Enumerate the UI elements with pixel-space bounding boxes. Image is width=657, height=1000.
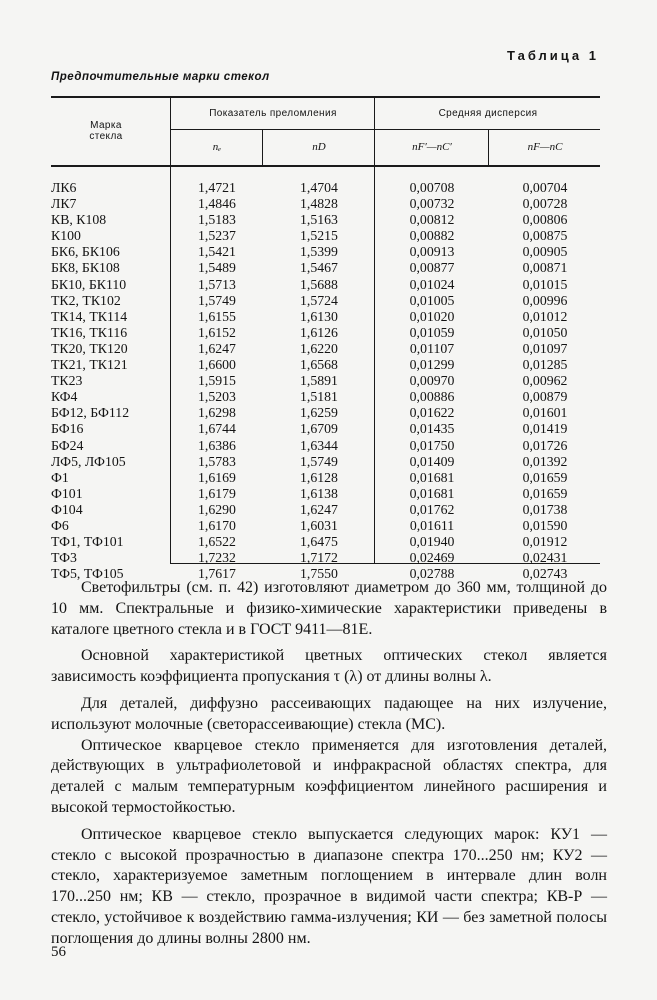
table-cell: 0,00879 <box>522 389 568 405</box>
table-cell: 1,6247 <box>198 340 236 356</box>
glass-brand-cell: ТК20, ТК120 <box>51 340 128 356</box>
table-cell: 1,6220 <box>300 340 338 356</box>
table-cell: 1,5724 <box>300 292 338 308</box>
table-cell: 0,01726 <box>522 437 568 453</box>
glass-brand-cell: БФ16 <box>51 421 84 437</box>
glass-brand-cell: ТК21, ТК121 <box>51 357 128 373</box>
glass-brand-cell: ТФ3 <box>51 550 77 566</box>
glass-brand-cell: ЛК6 <box>51 180 77 195</box>
glass-brand-cell: ТК2, ТК102 <box>51 292 121 308</box>
table-cell: 1,7172 <box>300 550 338 566</box>
table-caption: Предпочтительные марки стекол <box>51 71 270 83</box>
table-cell: 1,5237 <box>198 228 236 244</box>
table-cell: 1,4828 <box>300 196 338 212</box>
table-cell: 0,00913 <box>409 244 455 260</box>
table-cell: 1,7232 <box>198 550 236 566</box>
glass-brand-cell: ТК16, ТК116 <box>51 324 128 340</box>
glass-brand-cell: ТФ5, ТФ105 <box>51 566 124 582</box>
glass-brand-cell: БФ12, БФ112 <box>51 405 130 421</box>
table-cell: 1,6709 <box>300 421 338 437</box>
table-cell: 0,01750 <box>409 437 455 453</box>
col-divider-disp <box>488 129 489 166</box>
paragraph: Светофильтры (см. п. 42) изготовляют диаметром до 360 мм, толщиной до 10 мм. Спектральные и физико-химические характеристики приведены в каталоге цветного стекла и в ГОСТ 9411—81Е. <box>51 579 607 638</box>
table-cell: 1,6126 <box>300 324 338 340</box>
column-disp1 <box>376 180 488 582</box>
header-refraction: Показатель преломления <box>209 108 337 119</box>
header-brand: Марка стекла <box>89 120 123 142</box>
header-group-rule <box>170 129 600 130</box>
column-nd <box>264 180 374 582</box>
table-cell: 1,5215 <box>300 228 338 244</box>
glass-brand-cell: ТК23 <box>51 373 83 389</box>
table-cell: 1,6568 <box>300 357 338 373</box>
table-cell: 0,02431 <box>522 550 568 566</box>
table-cell: 0,02743 <box>522 566 568 582</box>
table-cell: 1,6522 <box>198 534 236 550</box>
paragraph: Основной характеристикой цветных оптических стекол является зависимость коэффициента пропускания τ (λ) от длины волны λ. <box>51 647 607 686</box>
table-cell: 0,01020 <box>409 308 455 324</box>
table-cell: 0,00806 <box>522 212 568 228</box>
table-cell: 1,6259 <box>300 405 338 421</box>
table-cell: 0,01659 <box>522 485 568 501</box>
glass-brand-cell: Ф1 <box>51 469 69 485</box>
table-cell: 0,01590 <box>522 517 568 533</box>
col-divider-brand <box>170 96 171 564</box>
table-cell: 0,01024 <box>409 276 455 292</box>
page-number: 56 <box>51 944 66 960</box>
table-cell: 0,01912 <box>522 534 568 550</box>
table-cell: 0,01435 <box>409 421 455 437</box>
glass-brand-cell: БК8, БК108 <box>51 260 120 276</box>
table-cell: 0,00877 <box>409 260 455 276</box>
table-cell: 1,6744 <box>198 421 236 437</box>
header-ne: nₑ <box>212 141 222 153</box>
table-cell: 0,00905 <box>522 244 568 260</box>
table-cell: 0,00708 <box>409 180 455 195</box>
table-cell: 1,5183 <box>198 212 236 228</box>
paragraph: Для деталей, диффузно рассеивающих падающее на них излучение, используют молочные (светорассеивающие) стекла (МС). <box>51 694 607 733</box>
table-cell: 1,6130 <box>300 308 338 324</box>
table-cell: 1,6475 <box>300 534 338 550</box>
table-cell: 0,01097 <box>522 340 568 356</box>
table-cell: 1,5181 <box>300 389 338 405</box>
header-dispersion: Средняя дисперсия <box>438 108 538 119</box>
table-cell: 0,01299 <box>409 357 455 373</box>
table-cell: 0,01392 <box>522 453 568 469</box>
table-cell: 0,01059 <box>409 324 455 340</box>
table-cell: 1,5688 <box>300 276 338 292</box>
glass-brand-cell: ТФ1, ТФ101 <box>51 534 124 550</box>
table-cell: 1,6031 <box>300 517 338 533</box>
table-cell: 1,5783 <box>198 453 236 469</box>
table-cell: 1,4704 <box>300 180 338 195</box>
table-cell: 1,4721 <box>198 180 236 195</box>
table-cell: 1,5891 <box>300 373 338 389</box>
glass-brand-cell: БК6, БК106 <box>51 244 120 260</box>
table-cell: 0,01681 <box>409 485 455 501</box>
col-divider-group <box>374 96 375 564</box>
table-cell: 0,01681 <box>409 469 455 485</box>
paragraph: Оптическое кварцевое стекло выпускается следующих марок: КУ1 — стекло с высокой прозрачностью в диапазоне спектра 170...250 нм; КУ2 — стекло, характеризуемое заметным поглощением в интервале длин волн 170...250 нм; КВ — стекло, прозрачное в видимой части спектра; КВ-Р — стекло, устойчивое к воздействию гамма-излучения; КИ — без заметной полосы поглощения до длины волны 2800 нм. <box>51 825 607 947</box>
table-cell: 0,01419 <box>522 421 568 437</box>
header-bottom-rule <box>51 165 600 167</box>
table-cell: 1,6386 <box>198 437 236 453</box>
table-cell: 0,00704 <box>522 180 568 195</box>
table-cell: 1,5399 <box>300 244 338 260</box>
table-cell: 0,01622 <box>409 405 455 421</box>
table-cell: 0,01738 <box>522 501 568 517</box>
table-cell: 0,00886 <box>409 389 455 405</box>
table-cell: 0,01409 <box>409 453 455 469</box>
table-cell: 0,00962 <box>522 373 568 389</box>
table-cell: 0,00732 <box>409 196 455 212</box>
table-cell: 0,00970 <box>409 373 455 389</box>
table-cell: 1,5489 <box>198 260 236 276</box>
col-divider-ne <box>262 129 263 166</box>
table-cell: 1,6169 <box>198 469 236 485</box>
table-cell: 0,02788 <box>409 566 455 582</box>
table-cell: 1,7550 <box>300 566 338 582</box>
glass-brand-cell: КФ4 <box>51 389 78 405</box>
table-cell: 1,6600 <box>198 357 236 373</box>
glass-brand-cell: Ф104 <box>51 501 83 517</box>
table-cell: 1,4846 <box>198 196 236 212</box>
table-cell: 1,5421 <box>198 244 236 260</box>
table-cell: 0,00882 <box>409 228 455 244</box>
table-cell: 1,5749 <box>198 292 236 308</box>
column-ne <box>174 180 260 582</box>
table-cell: 1,5163 <box>300 212 338 228</box>
table-cell: 1,6344 <box>300 437 338 453</box>
header-nd: nD <box>312 141 326 153</box>
column-disp2 <box>490 180 600 582</box>
header-disp1: nF′—nC′ <box>412 141 452 153</box>
table-cell: 0,01940 <box>409 534 455 550</box>
table-cell: 1,7617 <box>198 566 236 582</box>
table-cell: 1,6247 <box>300 501 338 517</box>
table-number: Таблица 1 <box>506 48 599 63</box>
table-cell: 0,00812 <box>409 212 455 228</box>
table-cell: 0,01601 <box>522 405 568 421</box>
table-cell: 0,02469 <box>409 550 455 566</box>
table-cell: 1,5203 <box>198 389 236 405</box>
table-cell: 1,6138 <box>300 485 338 501</box>
table-cell: 0,01611 <box>409 517 455 533</box>
table-cell: 1,5915 <box>198 373 236 389</box>
header-disp2: nF—nC <box>527 141 563 153</box>
glass-brand-cell: ЛФ5, ЛФ105 <box>51 453 126 469</box>
glass-brand-cell: ТК14, ТК114 <box>51 308 128 324</box>
table-cell: 0,01050 <box>522 324 568 340</box>
table-cell: 1,6290 <box>198 501 236 517</box>
column-brand <box>51 180 169 582</box>
table-cell: 0,00728 <box>522 196 568 212</box>
glass-brand-cell: КВ, К108 <box>51 212 107 228</box>
table-cell: 1,6170 <box>198 517 236 533</box>
table-cell: 0,01762 <box>409 501 455 517</box>
glass-brand-cell: БФ24 <box>51 437 84 453</box>
table-cell: 1,6179 <box>198 485 236 501</box>
glass-brand-cell: К100 <box>51 228 81 244</box>
table-cell: 0,01005 <box>409 292 455 308</box>
paragraph: Оптическое кварцевое стекло применяется для изготовления деталей, действующих в ультрафиолетовой и инфракрасной областях спектра, для деталей с малым температурным коэффициентом линейного расширения и высокой термостойкостью. <box>51 736 607 816</box>
table-cell: 0,00996 <box>522 292 568 308</box>
table-cell: 1,6298 <box>198 405 236 421</box>
table-cell: 0,00875 <box>522 228 568 244</box>
table-top-rule <box>51 96 600 98</box>
table-cell: 0,01107 <box>409 340 455 356</box>
glass-brand-cell: Ф6 <box>51 517 69 533</box>
glass-brand-cell: БК10, БК110 <box>51 276 127 292</box>
table-cell: 1,5749 <box>300 453 338 469</box>
table-cell: 0,01659 <box>522 469 568 485</box>
table-cell: 1,6128 <box>300 469 338 485</box>
table-cell: 1,6152 <box>198 324 236 340</box>
table-cell: 0,00871 <box>522 260 568 276</box>
table-cell: 1,5467 <box>300 260 338 276</box>
body-text <box>51 578 607 950</box>
table-cell: 0,01015 <box>522 276 568 292</box>
table-cell: 1,6155 <box>198 308 236 324</box>
table-cell: 0,01285 <box>522 357 568 373</box>
glass-brand-cell: ЛК7 <box>51 196 77 212</box>
table-cell: 0,01012 <box>522 308 568 324</box>
table-cell: 1,5713 <box>198 276 236 292</box>
glass-brand-cell: Ф101 <box>51 485 83 501</box>
